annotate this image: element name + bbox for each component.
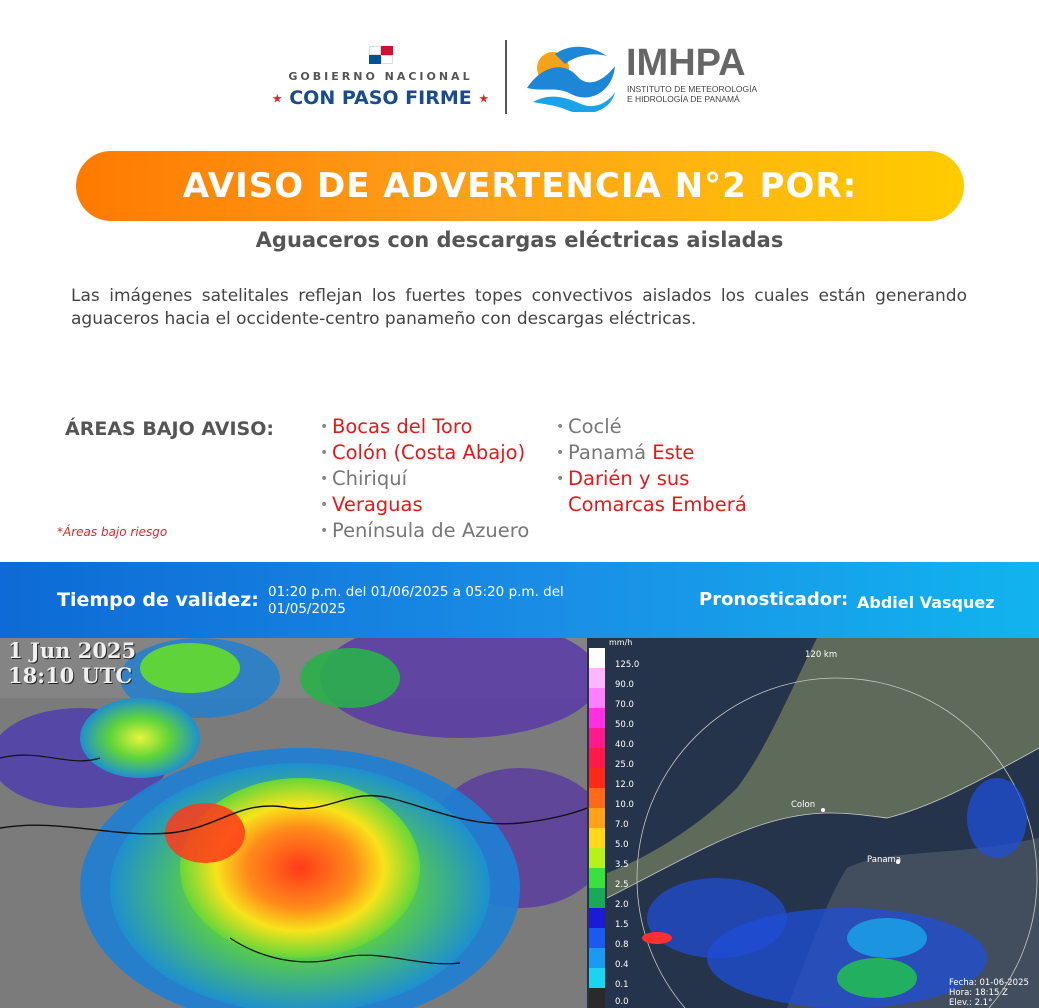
area-item-part: Panamá — [568, 441, 647, 464]
gobierno-slogan: CON PASO FIRME — [289, 87, 472, 109]
radar-map-graphic — [587, 638, 1039, 1008]
areas-list-col2 — [556, 414, 747, 518]
area-item — [556, 440, 747, 466]
area-item: • Coclé — [556, 414, 747, 440]
star-icon: ★ — [478, 91, 490, 106]
star-icon: ★ — [271, 91, 283, 106]
imhpa-sub-line2: E HIDROLOGÍA DE PANAMÁ — [627, 94, 740, 104]
legend-value: 70.0 — [615, 700, 634, 710]
area-item — [556, 466, 747, 518]
legend-value: 90.0 — [615, 680, 634, 690]
radar-city-panama: Panama — [867, 855, 902, 865]
area-item: • Península de Azuero — [320, 518, 529, 544]
gobierno-line2 — [268, 87, 493, 109]
legend-value: 5.0 — [615, 840, 629, 850]
legend-value: 2.0 — [615, 900, 629, 910]
legend-value: 1.5 — [615, 920, 629, 930]
areas-list-col1 — [320, 414, 529, 544]
area-item: • Colón (Costa Abajo) — [320, 440, 529, 466]
radar-info-elev: Elev.: 2.1° — [949, 998, 993, 1008]
legend-value: 10.0 — [615, 800, 634, 810]
area-item-part: Este — [652, 441, 695, 464]
satellite-time: 18:10 UTC — [8, 663, 133, 688]
legend-value: 50.0 — [615, 720, 634, 730]
gobierno-line1: GOBIERNO NACIONAL — [288, 70, 473, 83]
legend-value: 0.0 — [615, 997, 629, 1007]
imhpa-subtitle — [627, 84, 777, 104]
radar-info — [949, 978, 1029, 1008]
satellite-image — [0, 638, 587, 1008]
header-logos — [0, 38, 1039, 118]
satellite-timestamp — [8, 638, 136, 688]
radar-legend-scale — [589, 648, 605, 1008]
area-item: • Chiriquí — [320, 466, 529, 492]
warning-subtitle: Aguaceros con descargas eléctricas aisladas — [255, 228, 784, 252]
gobierno-nacional-logo — [268, 46, 493, 109]
legend-value: 12.0 — [615, 780, 634, 790]
risk-note: *Áreas bajo riesgo — [57, 525, 168, 539]
radar-info-time: Hora: 18:15 Z — [949, 988, 1008, 998]
imhpa-sub-line1: INSTITUTO DE METEOROLOGÍA — [627, 84, 758, 94]
warning-title: AVISO DE ADVERTENCIA N°2 POR: — [182, 166, 858, 206]
legend-value: 125.0 — [615, 660, 640, 670]
legend-value: 0.1 — [615, 980, 629, 990]
imhpa-name: IMHPA — [626, 42, 746, 84]
logo-divider — [505, 40, 507, 114]
area-item-part: Comarcas Emberá — [568, 493, 747, 516]
area-item: • Veraguas — [320, 492, 529, 518]
areas-label: ÁREAS BAJO AVISO: — [65, 418, 274, 440]
validity-label: Tiempo de validez: — [57, 589, 259, 611]
legend-value: 2.5 — [615, 880, 629, 890]
validity-bar — [0, 562, 1039, 638]
satellite-date: 1 Jun 2025 — [8, 638, 137, 663]
legend-value: 0.8 — [615, 940, 629, 950]
panama-flag-icon — [369, 46, 393, 64]
legend-value: 0.4 — [615, 960, 629, 970]
radar-range-label: 120 km — [805, 650, 838, 660]
imhpa-logo-icon — [525, 42, 617, 112]
forecaster-name: Abdiel Vasquez — [857, 593, 995, 612]
warning-description: Las imágenes satelitales reflejan los fuertes topes convectivos aislados los cuales están generando aguaceros hacia el occidente-centro panameño con descargas eléctricas. — [71, 286, 967, 329]
radar-city-colon: Colon — [791, 800, 816, 810]
radar-legend-unit: mm/h — [609, 638, 633, 647]
forecaster-label: Pronosticador: — [699, 589, 849, 610]
area-item: • Bocas del Toro — [320, 414, 529, 440]
legend-value: 40.0 — [615, 740, 634, 750]
satellite-imagery-graphic — [0, 638, 587, 1008]
legend-value: 7.0 — [615, 820, 629, 830]
validity-value: 01:20 p.m. del 01/06/2025 a 05:20 p.m. del 01/05/2025 — [268, 584, 564, 617]
legend-value: 3.5 — [615, 860, 629, 870]
area-item-part: Darién y sus — [568, 467, 690, 490]
radar-info-date: Fecha: 01-06-2025 — [949, 978, 1029, 988]
warning-banner — [76, 151, 964, 221]
radar-image — [587, 638, 1039, 1008]
legend-value: 25.0 — [615, 760, 634, 770]
